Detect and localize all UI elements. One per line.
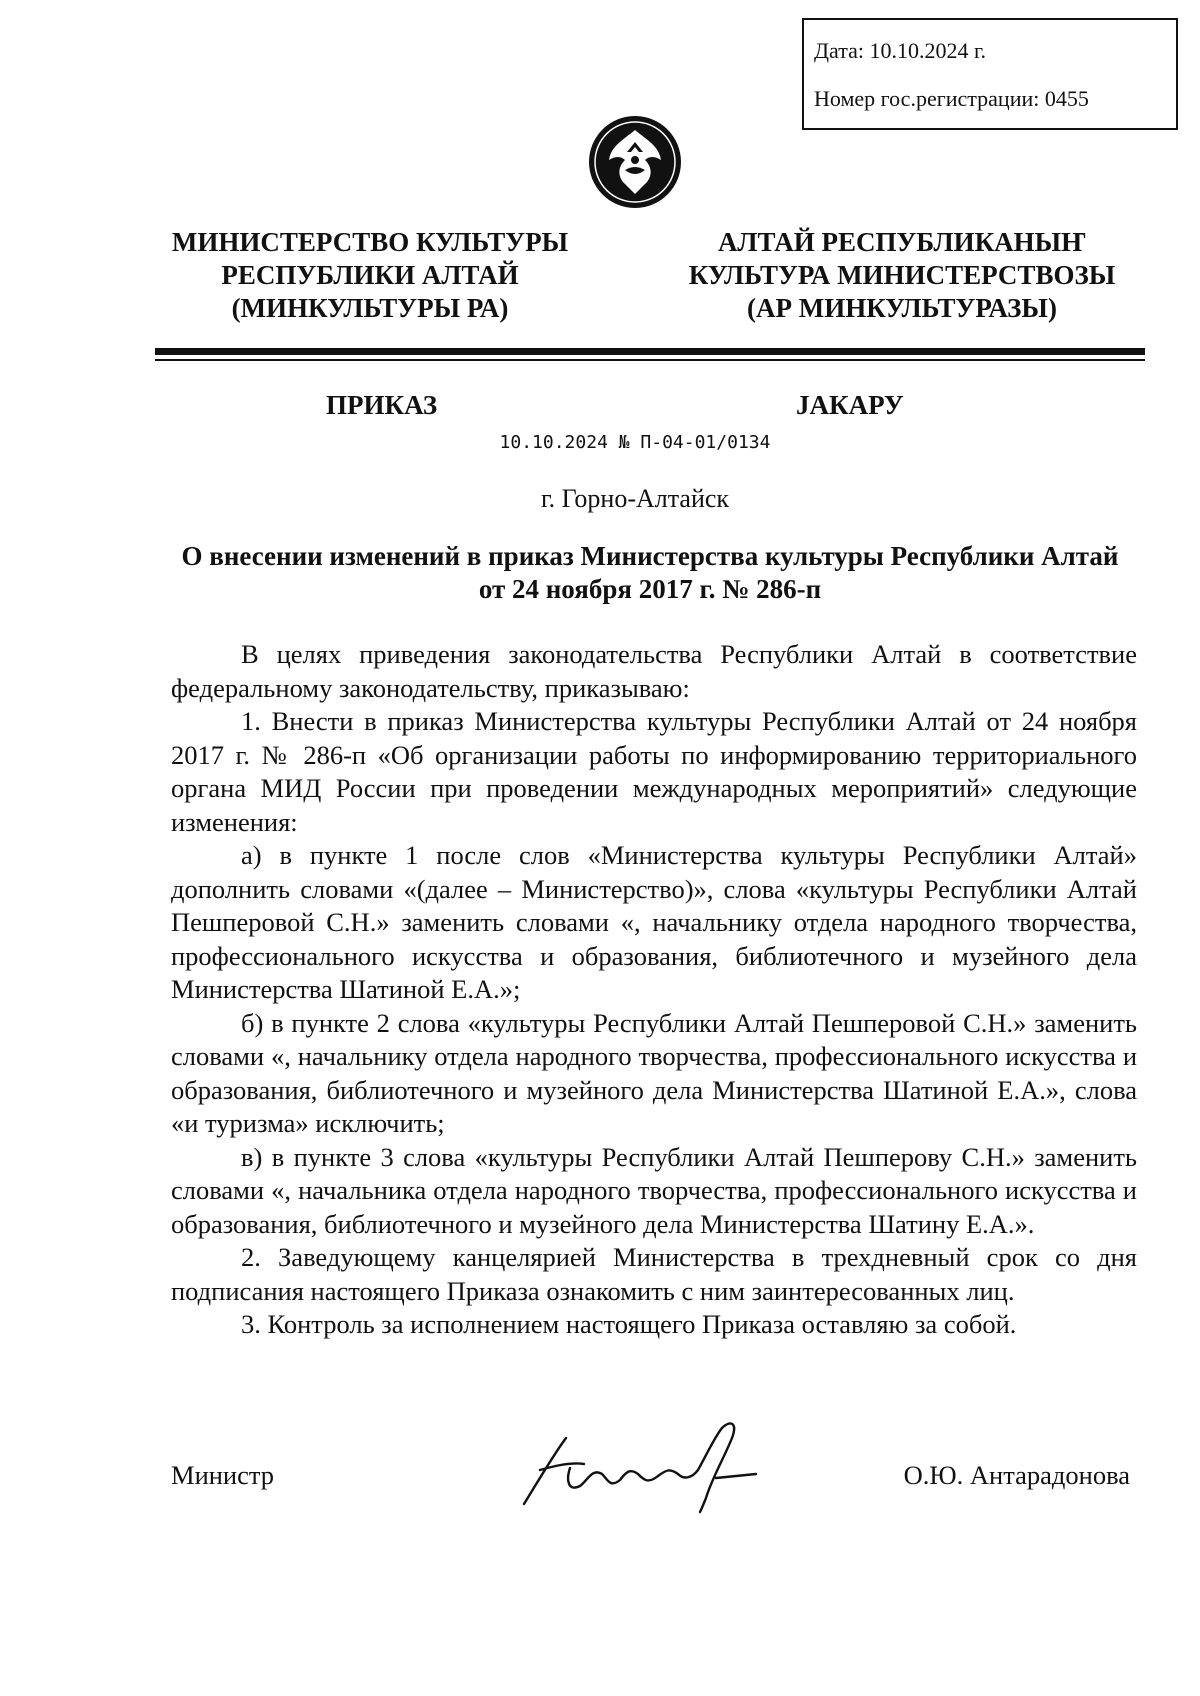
- body-paragraph: 1. Внести в приказ Министерства культуры Республики Алтай от 24 ноября 2017 г. № 286-п «Об организации работы по информированию территориального органа МИД России при проведении международных мероприятий» следующие изменения:: [171, 706, 1137, 837]
- registration-date-label: Дата: [814, 38, 858, 63]
- org-right-line: АЛТАЙ РЕСПУБЛИКАНЫҤ: [717, 227, 1087, 257]
- body-paragraph: 3. Контроль за исполнением настоящего Приказа оставляю за собой.: [241, 1309, 1017, 1339]
- body-paragraph: В целях приведения законодательства Республики Алтай в соответствие федеральному законодательству, приказываю:: [171, 639, 1137, 703]
- republic-emblem-icon: [585, 112, 685, 212]
- registration-date-row: [814, 36, 1176, 84]
- document-number: 10.10.2024 № П-04-01/0134: [499, 432, 771, 453]
- org-right-line: (АР МИНКУЛЬТУРАЗЫ): [747, 293, 1057, 323]
- signatory-name: О.Ю. Антарадонова: [903, 1460, 1130, 1490]
- document-city: г. Горно-Алтайск: [540, 484, 730, 513]
- registration-date-value: : 10.10.2024 г.: [857, 38, 987, 63]
- doc-type-altai: JАКАРУ: [796, 390, 904, 420]
- body-paragraph: в) в пункте 3 слова «культуры Республики Алтай Пешперову С.Н.» заменить словами «, начальника отдела народного творчества, профессионального искусства и образования, библиотечного и музейного дела Министерства Шатину Е.А.».: [171, 1141, 1137, 1239]
- org-name-altai: [672, 226, 1132, 325]
- header-divider-thin: [155, 359, 1145, 361]
- body-paragraph: 2. Заведующему канцелярией Министерства в трехдневный срок со дня подписания настоящего Приказа ознакомить с ним заинтересованных лиц.: [171, 1242, 1137, 1306]
- document-body: [171, 638, 1137, 1342]
- doc-type-russian: ПРИКАЗ: [326, 390, 438, 420]
- document-title: О внесении изменений в приказ Министерства культуры Республики Алтай от 24 ноября 2017 г. № 286-п: [181, 541, 1119, 604]
- org-left-line: (МИНКУЛЬТУРЫ РА): [231, 293, 509, 323]
- handwritten-signature: [510, 1408, 780, 1518]
- registration-box: [802, 18, 1178, 130]
- body-paragraph: б) в пункте 2 слова «культуры Республики Алтай Пешперовой С.Н.» заменить словами «, начальнику отдела народного творчества, профессионального искусства и образования, библиотечного и музейного дела Министерства Шатиной Е.А.», слова «и туризма» исключить;: [171, 1007, 1137, 1138]
- header-divider-thick: [155, 348, 1145, 355]
- registration-number-label: Номер гос.регистрации: [814, 86, 1034, 111]
- org-right-line: КУЛЬТУРА МИНИСТЕРСТВОЗЫ: [688, 260, 1116, 290]
- body-paragraph: а) в пункте 1 после слов «Министерства культуры Республики Алтай» дополнить словами «(далее – Министерство)», слова «культуры Республики Алтай Пешперовой С.Н.» заменить словами «, начальнику отдела народного творчества, профессионального искусства и образования, библиотечного и музейного дела Министерства Шатиной Е.А.»;: [171, 840, 1137, 1004]
- registration-number-value: : 0455: [1033, 86, 1089, 111]
- org-left-line: МИНИСТЕРСТВО КУЛЬТУРЫ: [171, 227, 569, 257]
- signatory-role: Министр: [171, 1460, 275, 1490]
- org-left-line: РЕСПУБЛИКИ АЛТАЙ: [221, 260, 519, 290]
- registration-number-row: [814, 84, 1176, 132]
- org-name-russian: [140, 226, 600, 325]
